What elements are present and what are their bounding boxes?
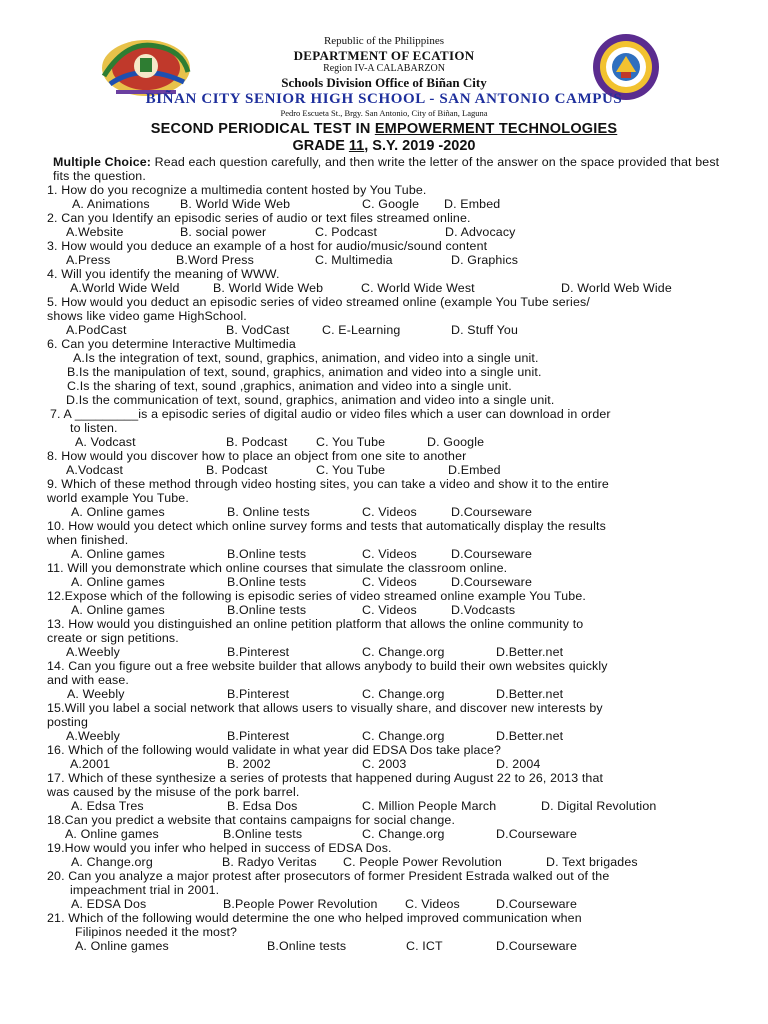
option-b: B.Online tests (227, 547, 307, 561)
option-d: D. Text brigades (546, 855, 638, 869)
grade-sy-line: GRADE 11, S.Y. 2019 -2020 (292, 138, 476, 154)
option-c: C. 2003 (362, 757, 407, 771)
question-7: 7. A _________is a episodic series of digital audio or video files which a user can download in order (50, 407, 611, 421)
option-b: B.Online tests (267, 939, 347, 953)
option-a: A. EDSA Dos (71, 897, 147, 911)
question-16: 16. Which of the following would validate in what year did EDSA Dos take place? (47, 743, 502, 757)
option-b: B.Word Press (176, 253, 255, 267)
question-9-cont: world example You Tube. (47, 491, 189, 505)
option-d: D. 2004 (496, 757, 541, 771)
question-20-cont: impeachment trial in 2001. (70, 883, 220, 897)
option-d: D.Courseware (451, 575, 532, 589)
option-c: C. E-Learning (322, 323, 401, 337)
option-d: D.Courseware (451, 505, 532, 519)
question-10: 10. How would you detect which online survey forms and tests that automatically display the results (47, 519, 606, 533)
option-b: B. Podcast (226, 435, 288, 449)
question-14: 14. Can you figure out a free website builder that allows anybody to build their own websites quickly (47, 659, 608, 673)
question-5-options (47, 323, 727, 337)
option-d: D. Stuff You (451, 323, 519, 337)
option-a: A.Weebly (66, 645, 120, 659)
option-c: C. Videos (362, 505, 417, 519)
option-b: B. social power (180, 225, 267, 239)
question-11-options (47, 575, 727, 589)
question-19: 19.How would you infer who helped in success of EDSA Dos. (47, 841, 392, 855)
question-4-options (47, 281, 727, 295)
option-d: D.Better.net (496, 687, 564, 701)
option-a: A.2001 (70, 757, 111, 771)
option-c: C. Million People March (362, 799, 497, 813)
school-address: Pedro Escueta St., Brgy. San Antonio, City of Biñan, Laguna (280, 108, 488, 118)
option-c: C. People Power Revolution (343, 855, 502, 869)
option-c: C. Videos (362, 575, 417, 589)
option-c: C. Videos (405, 897, 460, 911)
instructions: Multiple Choice: Read each question carefully, and then write the letter of the answer on the space provided that best fits the question. (53, 155, 720, 183)
question-1-options (47, 197, 727, 211)
question-21-cont: Filipinos needed it the most? (75, 925, 238, 939)
option-b: B. Online tests (227, 505, 310, 519)
option-a: A. Weebly (67, 687, 125, 701)
option-a: A. Online games (71, 575, 165, 589)
option-b: B. VodCast (226, 323, 290, 337)
question-11: 11. Will you demonstrate which online courses that simulate the classroom online. (47, 561, 508, 575)
option-d: D.Is the communication of text, sound, graphics, animation and video into a single unit. (66, 393, 555, 407)
option-d: D. Embed (444, 197, 501, 211)
question-7-cont: to listen. (70, 421, 118, 435)
question-21: 21. Which of the following would determine the one who helped improved communication when (47, 911, 582, 925)
question-21-options (47, 939, 727, 953)
question-10-cont: when finished. (47, 533, 129, 547)
option-c: C. Change.org (362, 645, 445, 659)
question-17-cont: was caused by the misuse of the pork barrel. (47, 785, 300, 799)
question-13-cont: create or sign petitions. (47, 631, 179, 645)
option-d: D.Courseware (451, 547, 532, 561)
test-title: SECOND PERIODICAL TEST IN EMPOWERMENT TECHNOLOGIES (150, 121, 618, 137)
option-b: B.People Power Revolution (223, 897, 378, 911)
question-5: 5. How would you deduct an episodic series of video streamed online (example You Tube series/ (47, 295, 590, 309)
option-a: A. Online games (71, 603, 165, 617)
division-line: Schools Division Office of Biñan City (281, 75, 487, 90)
option-b: B. Radyo Veritas (222, 855, 317, 869)
option-a: A. Change.org (71, 855, 153, 869)
option-c: C. Google (362, 197, 420, 211)
option-b: B. Podcast (206, 463, 268, 477)
school-name: BIÑAN CITY SENIOR HIGH SCHOOL - SAN ANTONIO CAMPUS (145, 91, 623, 107)
option-d: D.Courseware (496, 827, 577, 841)
grade-number: 11 (348, 138, 365, 154)
document-header (0, 34, 768, 118)
question-8: 8. How would you discover how to place an object from one site to another (47, 449, 467, 463)
question-20: 20. Can you analyze a major protest after prosecutors of former President Estrada walked out of the (47, 869, 610, 883)
option-b: B.Pinterest (227, 687, 290, 701)
questions-body (47, 155, 727, 953)
option-d: D.Courseware (496, 897, 577, 911)
option-a: A.Vodcast (66, 463, 124, 477)
question-3: 3. How would you deduce an example of a host for audio/music/sound content (47, 239, 488, 253)
question-9: 9. Which of these method through video hosting sites, you can take a video and show it to the entire (47, 477, 609, 491)
question-13: 13. How would you distinguished an online petition platform that allows the online community to (47, 617, 584, 631)
question-20-options (47, 897, 727, 911)
question-2: 2. Can you Identify an episodic series of audio or text files streamed online. (47, 211, 471, 225)
question-12-options (47, 603, 727, 617)
question-13-options (47, 645, 727, 659)
option-c: C.Is the sharing of text, sound ,graphics, animation and video into a single unit. (67, 379, 512, 393)
option-d: D.Vodcasts (451, 603, 516, 617)
option-d: D. Google (427, 435, 485, 449)
question-2-options (47, 225, 727, 239)
option-b: B.Is the manipulation of text, sound, graphics, animation and video into a single unit. (67, 365, 542, 379)
question-5-cont: shows like video game HighSchool. (47, 309, 247, 323)
option-c: C. World Wide West (361, 281, 475, 295)
option-a: A. Online games (71, 505, 165, 519)
question-4: 4. Will you identify the meaning of WWW. (47, 267, 280, 281)
option-a: A.World Wide Weld (70, 281, 180, 295)
option-c: C. You Tube (316, 435, 386, 449)
question-14-cont: and with ease. (47, 673, 130, 687)
option-b: B.Online tests (227, 575, 307, 589)
option-b: B.Online tests (227, 603, 307, 617)
question-15-cont: posting (47, 715, 89, 729)
option-d: D.Embed (448, 463, 501, 477)
option-a: A. Online games (65, 827, 159, 841)
option-b: B.Online tests (223, 827, 303, 841)
question-7-options (47, 435, 727, 449)
option-b: B. World Wide Web (213, 281, 324, 295)
option-a: A.PodCast (66, 323, 127, 337)
option-c: C. ICT (406, 939, 443, 953)
option-b: B.Pinterest (227, 729, 290, 743)
question-6: 6. Can you determine Interactive Multimedia (47, 337, 296, 351)
option-a: A. Vodcast (75, 435, 136, 449)
question-10-options (47, 547, 727, 561)
option-c: C. Videos (362, 603, 417, 617)
option-a: A. Animations (72, 197, 150, 211)
question-15-options (47, 729, 727, 743)
option-c: C. Change.org (362, 827, 445, 841)
question-15: 15.Will you label a social network that allows users to visually share, and discover new interests by (47, 701, 603, 715)
question-12: 12.Expose which of the following is episodic series of video streamed online example You Tube. (47, 589, 586, 603)
department-line: DEPARTMENT OF ECATION (293, 48, 475, 63)
option-b: B. Edsa Dos (227, 799, 298, 813)
subject-name: EMPOWERMENT TECHNOLOGIES (374, 121, 618, 137)
question-8-options (47, 463, 727, 477)
option-b: B. 2002 (227, 757, 271, 771)
option-c: C. Podcast (315, 225, 378, 239)
option-c: C. Multimedia (315, 253, 393, 267)
option-a: A.Weebly (66, 729, 120, 743)
option-d: D.Better.net (496, 645, 564, 659)
region-line: Region IV-A CALABARZON (323, 63, 445, 74)
option-a: A.Website (66, 225, 124, 239)
option-d: D. World Web Wide (561, 281, 672, 295)
option-d: D. Digital Revolution (541, 799, 657, 813)
option-a: A. Edsa Tres (71, 799, 144, 813)
question-14-options (47, 687, 727, 701)
option-b: B. World Wide Web (180, 197, 291, 211)
question-3-options (47, 253, 727, 267)
question-17-options (47, 799, 727, 813)
option-b: B.Pinterest (227, 645, 290, 659)
question-18: 18.Can you predict a website that contains campaigns for social change. (47, 813, 456, 827)
question-17: 17. Which of these synthesize a series of protests that happened during August 22 to 26, 2013 that (47, 771, 604, 785)
option-d: D.Courseware (496, 939, 577, 953)
question-16-options (47, 757, 727, 771)
question-9-options (47, 505, 727, 519)
option-a: A.Is the integration of text, sound, graphics, animation, and video into a single unit. (73, 351, 539, 365)
option-a: A. Online games (71, 547, 165, 561)
republic-line: Republic of the Philippines (323, 35, 445, 47)
option-d: D. Advocacy (445, 225, 516, 239)
option-c: C. Videos (362, 547, 417, 561)
option-d: D.Better.net (496, 729, 564, 743)
option-a: A. Online games (75, 939, 169, 953)
option-c: C. Change.org (362, 729, 445, 743)
question-1: 1. How do you recognize a multimedia content hosted by You Tube. (47, 183, 427, 197)
option-a: A.Press (66, 253, 111, 267)
option-c: C. Change.org (362, 687, 445, 701)
option-c: C. You Tube (316, 463, 386, 477)
question-19-options (47, 855, 727, 869)
option-d: D. Graphics (451, 253, 519, 267)
question-18-options (47, 827, 727, 841)
